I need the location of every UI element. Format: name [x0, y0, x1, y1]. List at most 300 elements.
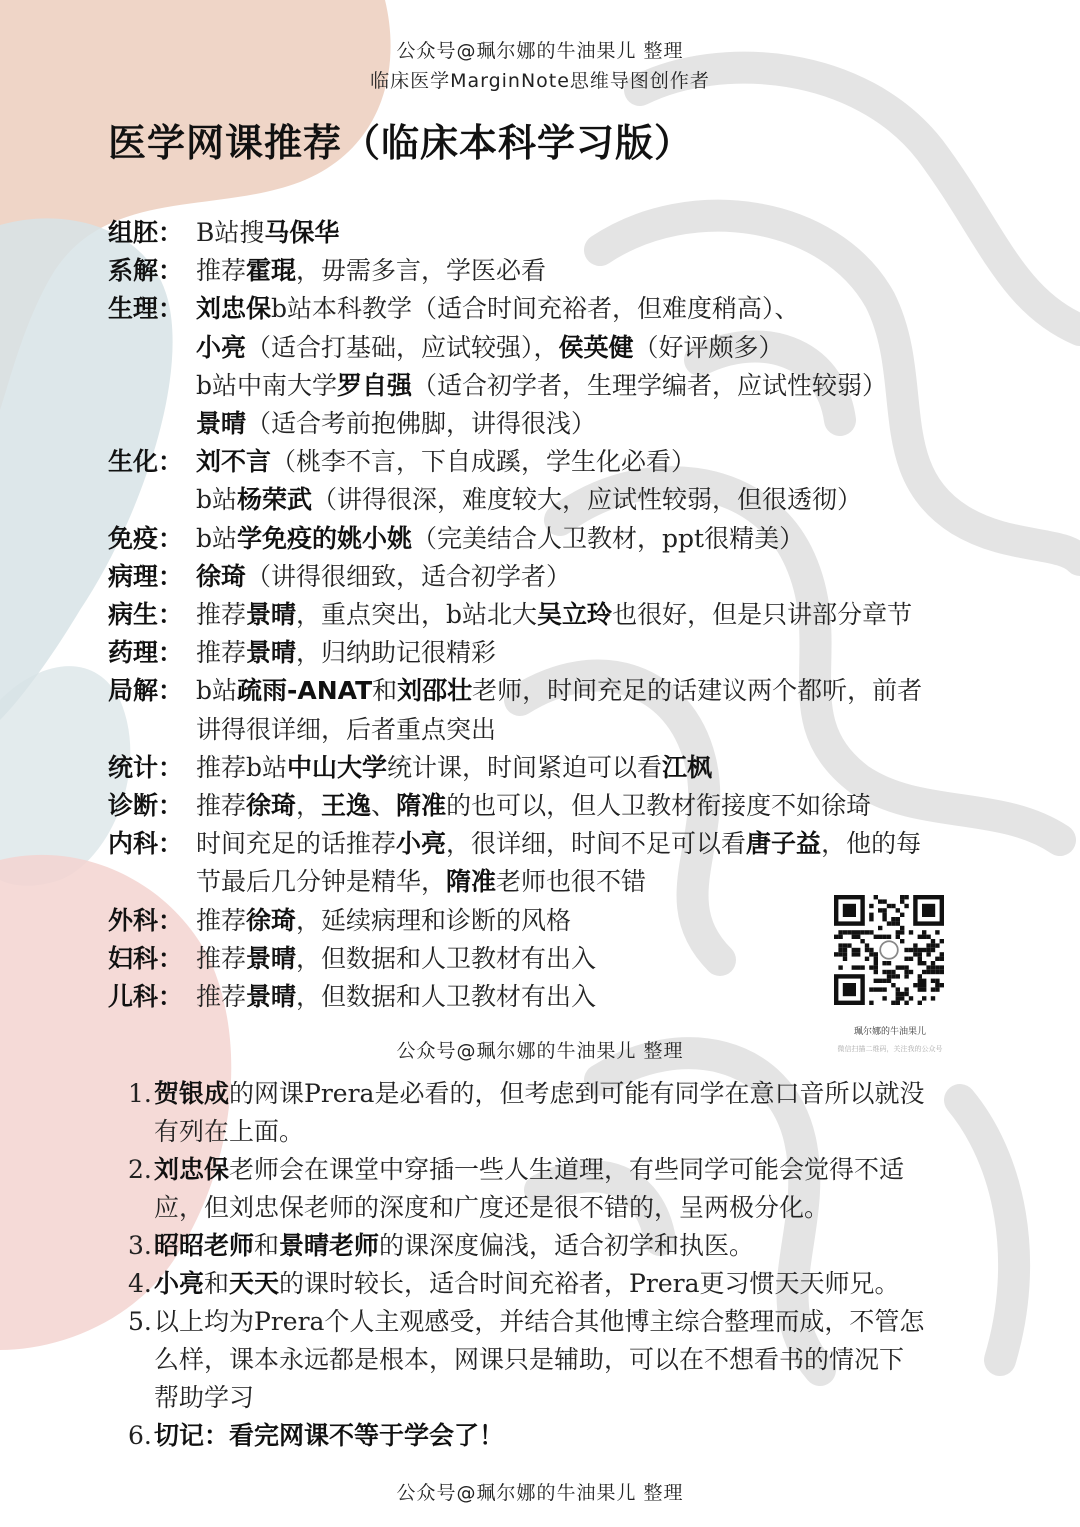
- subject-recommendation: [196, 214, 1008, 252]
- text-segment: b站: [196, 523, 238, 553]
- qr-module: [882, 913, 886, 917]
- subject-row: [108, 596, 1008, 634]
- subject-recommendation: [196, 481, 1008, 519]
- qr-module: [900, 913, 904, 917]
- text-segment: 和: [372, 676, 398, 706]
- qr-module: [878, 979, 882, 983]
- subject-label: 儿科：: [108, 982, 184, 1012]
- qr-module: [869, 965, 873, 969]
- qr-module: [926, 965, 930, 969]
- highlight-name: 景晴: [196, 409, 247, 439]
- subject-row: [108, 634, 1008, 672]
- qr-module: [878, 935, 882, 939]
- subject-row: [108, 290, 1008, 328]
- qr-module: [922, 961, 926, 965]
- subject-label: 系解：: [108, 256, 184, 286]
- text-segment: （好评颇多）: [633, 332, 784, 362]
- subject-label: 病生：: [108, 600, 184, 630]
- qr-module: [922, 996, 926, 1000]
- qr-module: [922, 983, 926, 987]
- qr-module: [922, 987, 926, 991]
- highlight-name: 马保华: [264, 218, 340, 247]
- note-item-continued: [128, 1113, 1008, 1151]
- qr-module: [935, 987, 939, 991]
- text-segment: b站中南大学: [196, 370, 338, 400]
- qr-module: [918, 961, 922, 965]
- qr-module: [852, 930, 856, 934]
- qr-module: [918, 935, 922, 939]
- qr-module: [918, 948, 922, 952]
- text-segment: （适合初学者，生理学编者，应试性较弱）: [412, 370, 888, 400]
- note-item-continued: [128, 1379, 1008, 1417]
- text-segment: 应，但刘忠保老师的深度和广度还是很不错的，呈两极分化。: [154, 1193, 830, 1222]
- subject-row: [108, 558, 1008, 596]
- text-segment: ，归纳助记很精彩: [296, 638, 497, 668]
- text-segment: ，重点突出，b站北大: [296, 600, 538, 630]
- qr-module: [856, 930, 860, 934]
- qr-module: [847, 930, 851, 934]
- qr-module: [904, 974, 908, 978]
- subject-row: [108, 749, 1008, 787]
- qr-module: [935, 930, 939, 934]
- qr-module: [904, 992, 908, 996]
- highlight-name: 刘不言: [196, 447, 272, 477]
- qr-module: [834, 935, 838, 939]
- qr-module: [922, 935, 926, 939]
- text-segment: 的网课Prera是必看的，但考虑到可能有同学在意口音所以就没: [229, 1079, 925, 1108]
- subject-row: [108, 252, 1008, 290]
- qr-module: [843, 957, 847, 961]
- subject-label: [108, 863, 196, 901]
- qr-module: [843, 948, 847, 952]
- text-segment: （适合打基础，应试较强），: [246, 332, 559, 362]
- qr-module: [869, 1001, 873, 1005]
- note-number: 4.: [128, 1269, 152, 1298]
- qr-module: [882, 899, 886, 903]
- qr-module: [904, 970, 908, 974]
- subject-recommendation: [196, 634, 1008, 672]
- page-title: 医学网课推荐（临床本科学习版）: [108, 121, 694, 165]
- note-number: [128, 1341, 154, 1379]
- text-segment: 推荐: [196, 905, 247, 935]
- text-segment: （桃李不言，下自成蹊，学生化必看）: [271, 447, 697, 477]
- qr-module: [935, 943, 939, 947]
- qr-module: [856, 935, 860, 939]
- text-segment: b站本科教学（适合时间充裕者，但难度稍高）、: [271, 294, 800, 324]
- note-number: 1.: [128, 1079, 152, 1108]
- qr-module: [882, 908, 886, 912]
- highlight-name: 疏雨-ANAT: [237, 676, 373, 706]
- qr-module: [900, 895, 904, 899]
- highlight-name: 隋准: [396, 791, 447, 821]
- qr-module: [856, 965, 860, 969]
- subject-recommendation: [196, 558, 1008, 596]
- qr-module: [931, 996, 935, 1000]
- highlight-name: 江枫: [662, 752, 713, 782]
- text-segment: ，毋需多言，学医必看: [296, 256, 547, 286]
- subject-label: 免疫：: [108, 523, 184, 553]
- text-segment: 老师也很不错: [496, 867, 647, 897]
- qr-module: [865, 957, 869, 961]
- qr-module: [891, 983, 895, 987]
- qr-module: [882, 979, 886, 983]
- qr-module: [882, 917, 886, 921]
- text-segment: 推荐: [196, 943, 247, 973]
- subject-label: 组胚：: [108, 218, 184, 247]
- note-item: [128, 1417, 1008, 1455]
- qr-module: [926, 948, 930, 952]
- highlight-name: 小亮: [396, 829, 447, 859]
- qr-module: [852, 948, 856, 952]
- text-segment: ，但数据和人卫教材有出入: [296, 982, 597, 1012]
- text-segment: 推荐b站: [196, 752, 288, 782]
- text-segment: 推荐: [196, 256, 247, 286]
- note-text: [154, 1379, 1008, 1417]
- text-segment: 的课深度偏浅，适合初学和执医。: [379, 1231, 755, 1260]
- qr-module: [896, 965, 900, 969]
- qr-module: [869, 948, 873, 952]
- subject-recommendation: [196, 672, 1008, 710]
- qr-module: [896, 917, 900, 921]
- qr-module: [904, 1001, 908, 1005]
- subject-label: 生化：: [108, 447, 184, 477]
- note-text: [154, 1113, 1008, 1151]
- qr-module: [882, 987, 886, 991]
- subject-recommendation: [196, 367, 1008, 405]
- text-segment: 老师会在课堂中穿插一些人生道理，有些同学可能会觉得不适: [229, 1155, 905, 1184]
- qr-module: [918, 987, 922, 991]
- text-segment: 的课时较长，适合时间充裕者，Prera更习惯天天师兄。: [279, 1269, 900, 1298]
- qr-module: [874, 952, 878, 956]
- subject-recommendation: [196, 596, 1008, 634]
- qr-module: [900, 899, 904, 903]
- qr-module: [935, 970, 939, 974]
- qr-module: [882, 961, 886, 965]
- subject-label: [108, 481, 196, 519]
- qr-module: [887, 979, 891, 983]
- highlight-name: 刘邵壮: [397, 676, 473, 706]
- subject-row: [108, 214, 1008, 252]
- text-segment: （适合考前抱佛脚，讲得很浅）: [246, 409, 597, 439]
- subject-row-continued: [108, 481, 1008, 519]
- text-segment: 有列在上面。: [154, 1117, 305, 1146]
- text-segment: ，延续病理和诊断的风格: [296, 905, 572, 935]
- qr-module: [913, 952, 917, 956]
- qr-module: [926, 935, 930, 939]
- highlight-name: 切记：看完网课不等于学会了！: [154, 1421, 505, 1450]
- subject-recommendation: [196, 825, 1008, 863]
- subject-recommendation: [196, 749, 1008, 787]
- qr-module: [869, 930, 873, 934]
- qr-module: [904, 895, 908, 899]
- qr-module: [847, 943, 851, 947]
- text-segment: 节最后几分钟是精华，: [196, 867, 447, 897]
- qr-module: [896, 921, 900, 925]
- highlight-name: 王逸: [321, 791, 372, 821]
- qr-module: [843, 930, 847, 934]
- qr-module: [878, 899, 882, 903]
- qr-module: [896, 908, 900, 912]
- qr-module: [891, 904, 895, 908]
- qr-module: [904, 965, 908, 969]
- text-segment: 讲得很详细，后者重点突出: [196, 714, 497, 744]
- qr-module: [878, 987, 882, 991]
- qr-module: [931, 979, 935, 983]
- note-text: [154, 1227, 1008, 1265]
- qr-module: [887, 961, 891, 965]
- note-number: [128, 1189, 154, 1227]
- qr-module: [838, 935, 842, 939]
- text-segment: B站搜: [196, 218, 265, 247]
- qr-module: [865, 943, 869, 947]
- qr-module: [865, 930, 869, 934]
- subject-recommendation: [196, 443, 1008, 481]
- note-number: 5.: [128, 1307, 152, 1336]
- subject-label: 内科：: [108, 829, 184, 859]
- qr-module: [918, 952, 922, 956]
- qr-module: [909, 996, 913, 1000]
- note-item-continued: [128, 1341, 1008, 1379]
- qr-module: [896, 987, 900, 991]
- credit-subtitle: 临床医学MarginNote思维导图创作者: [370, 70, 710, 92]
- qr-module: [838, 930, 842, 934]
- note-text: [154, 1265, 1008, 1303]
- qr-module: [918, 1001, 922, 1005]
- text-segment: 推荐: [196, 791, 247, 821]
- subject-label: 统计：: [108, 752, 184, 782]
- qr-module: [940, 965, 944, 969]
- qr-module: [852, 965, 856, 969]
- qr-module: [869, 987, 873, 991]
- text-segment: 推荐: [196, 600, 247, 630]
- subject-row-continued: [108, 405, 1008, 443]
- qr-module: [922, 979, 926, 983]
- qr-module: [940, 952, 944, 956]
- qr-module: [887, 904, 891, 908]
- qr-module: [940, 983, 944, 987]
- text-segment: 统计课，时间紧迫可以看: [387, 752, 663, 782]
- text-segment: （讲得很细致，适合初学者）: [246, 561, 572, 591]
- note-text: [154, 1151, 1008, 1189]
- subject-row: [108, 520, 1008, 558]
- note-item-continued: [128, 1189, 1008, 1227]
- highlight-name: 刘忠保: [196, 294, 272, 324]
- highlight-name: 中山大学: [287, 752, 388, 782]
- qr-finder-core: [922, 904, 935, 917]
- qr-module: [904, 948, 908, 952]
- qr-module: [931, 965, 935, 969]
- qr-module: [913, 983, 917, 987]
- note-text: [154, 1417, 1008, 1455]
- subject-label: 药理：: [108, 638, 184, 668]
- subject-row-continued: [108, 711, 1008, 749]
- highlight-name: 刘忠保: [154, 1155, 230, 1184]
- qr-module: [878, 926, 882, 930]
- qr-module: [926, 970, 930, 974]
- subject-label: 病理：: [108, 561, 184, 591]
- qr-module: [887, 970, 891, 974]
- qr-module: [900, 930, 904, 934]
- qr-module: [843, 952, 847, 956]
- qr-module: [904, 904, 908, 908]
- subject-recommendation: [196, 711, 1008, 749]
- qr-module: [896, 935, 900, 939]
- text-segment: 时间充足的话推荐: [196, 829, 397, 859]
- note-text: [154, 1189, 1008, 1227]
- qr-module: [918, 979, 922, 983]
- note-item: [128, 1227, 1008, 1265]
- text-segment: 帮助学习: [154, 1383, 255, 1412]
- highlight-name: 吴立玲: [537, 600, 613, 630]
- qr-module: [926, 943, 930, 947]
- qr-module: [882, 970, 886, 974]
- subject-label: [108, 367, 196, 405]
- qr-module: [900, 996, 904, 1000]
- subject-row: [108, 787, 1008, 825]
- qr-module: [922, 930, 926, 934]
- highlight-name: 唐子益: [746, 829, 822, 859]
- note-number: [128, 1379, 154, 1417]
- text-segment: （完美结合人卫教材，ppt很精美）: [412, 523, 805, 553]
- qr-module: [904, 957, 908, 961]
- qr-module: [909, 930, 913, 934]
- highlight-name: 侯英健: [558, 332, 634, 362]
- qr-module: [909, 957, 913, 961]
- qr-module: [896, 996, 900, 1000]
- qr-module: [940, 970, 944, 974]
- qr-module: [891, 1001, 895, 1005]
- subject-row: [108, 672, 1008, 710]
- subject-recommendation: [196, 290, 1008, 328]
- subject-label: [108, 711, 196, 749]
- qr-account-name: 珮尔娜的牛油果儿: [853, 1027, 926, 1037]
- highlight-name: 景晴老师: [279, 1231, 380, 1260]
- qr-module: [931, 987, 935, 991]
- text-segment: 以上均为Prera个人主观感受，并结合其他博主综合整理而成，不管怎: [154, 1307, 925, 1336]
- qr-module: [891, 970, 895, 974]
- qr-module: [865, 948, 869, 952]
- notes-list: [128, 1075, 1008, 1455]
- qr-module: [909, 948, 913, 952]
- qr-module: [913, 943, 917, 947]
- highlight-name: 贺银成: [154, 1079, 230, 1108]
- note-text: [154, 1075, 1008, 1113]
- subject-recommendation: [196, 405, 1008, 443]
- note-item: [128, 1303, 1008, 1341]
- note-number: [128, 1113, 154, 1151]
- credit-line: 公众号@珮尔娜的牛油果儿 整理: [396, 40, 684, 62]
- qr-module: [918, 983, 922, 987]
- subject-row-continued: [108, 329, 1008, 367]
- qr-module: [918, 957, 922, 961]
- qr-module: [856, 948, 860, 952]
- subject-label: [108, 329, 196, 367]
- qr-module: [860, 965, 864, 969]
- note-text: [154, 1303, 1008, 1341]
- highlight-name: 隋准: [446, 867, 497, 897]
- text-segment: b站: [196, 485, 238, 515]
- qr-module: [935, 957, 939, 961]
- highlight-name: 景晴: [246, 943, 297, 973]
- text-segment: 也很好，但是只讲部分章节: [612, 600, 913, 630]
- text-segment: 推荐: [196, 982, 247, 1012]
- text-segment: ，: [296, 791, 322, 821]
- qr-module: [931, 961, 935, 965]
- qr-module: [904, 987, 908, 991]
- note-number: 2.: [128, 1155, 152, 1184]
- qr-module: [882, 935, 886, 939]
- highlight-name: 霍琨: [246, 256, 297, 286]
- qr-module: [922, 948, 926, 952]
- highlight-name: 景晴: [246, 982, 297, 1012]
- subject-recommendation: [196, 787, 1008, 825]
- highlight-name: 小亮: [154, 1269, 205, 1298]
- qr-module: [909, 970, 913, 974]
- qr-module: [887, 935, 891, 939]
- qr-module: [874, 965, 878, 969]
- qr-module: [900, 965, 904, 969]
- qr-module: [931, 943, 935, 947]
- qr-module: [860, 930, 864, 934]
- qr-module: [887, 921, 891, 925]
- qr-finder-core: [843, 904, 856, 917]
- qr-module: [900, 926, 904, 930]
- qr-module: [869, 952, 873, 956]
- qr-module: [874, 961, 878, 965]
- qr-module: [878, 908, 882, 912]
- text-segment: 和: [204, 1269, 230, 1298]
- qr-module: [869, 904, 873, 908]
- highlight-name: 景晴: [246, 600, 297, 630]
- highlight-name: 学免疫的姚小姚: [237, 523, 413, 553]
- qr-module: [874, 987, 878, 991]
- qr-code: [834, 895, 944, 1005]
- qr-module: [838, 943, 842, 947]
- qr-module: [874, 935, 878, 939]
- highlight-name: 杨荣武: [237, 485, 313, 515]
- highlight-name: 景晴: [246, 638, 297, 668]
- qr-module: [922, 970, 926, 974]
- qr-logo-frame: [878, 939, 900, 961]
- qr-module: [874, 970, 878, 974]
- subject-label: 外科：: [108, 905, 184, 935]
- qr-module: [926, 952, 930, 956]
- qr-module: [896, 1001, 900, 1005]
- note-number: 3.: [128, 1231, 152, 1260]
- qr-module: [838, 952, 842, 956]
- qr-module: [900, 939, 904, 943]
- text-segment: 、: [371, 791, 397, 821]
- qr-module: [891, 921, 895, 925]
- qr-module: [874, 957, 878, 961]
- subject-label: 妇科：: [108, 943, 184, 973]
- subject-label: 生理：: [108, 294, 184, 324]
- qr-module: [931, 948, 935, 952]
- subject-row: [108, 443, 1008, 481]
- subject-row-continued: [108, 367, 1008, 405]
- qr-module: [852, 952, 856, 956]
- highlight-name: 徐琦: [196, 561, 247, 591]
- highlight-name: 罗自强: [337, 370, 413, 400]
- text-segment: 的也可以，但人卫教材衔接度不如徐琦: [446, 791, 872, 821]
- text-segment: ，他的每: [821, 829, 922, 859]
- highlight-name: 徐琦: [246, 905, 297, 935]
- highlight-name: 徐琦: [246, 791, 297, 821]
- qr-module: [869, 913, 873, 917]
- qr-module: [896, 992, 900, 996]
- qr-module: [896, 974, 900, 978]
- qr-module: [940, 939, 944, 943]
